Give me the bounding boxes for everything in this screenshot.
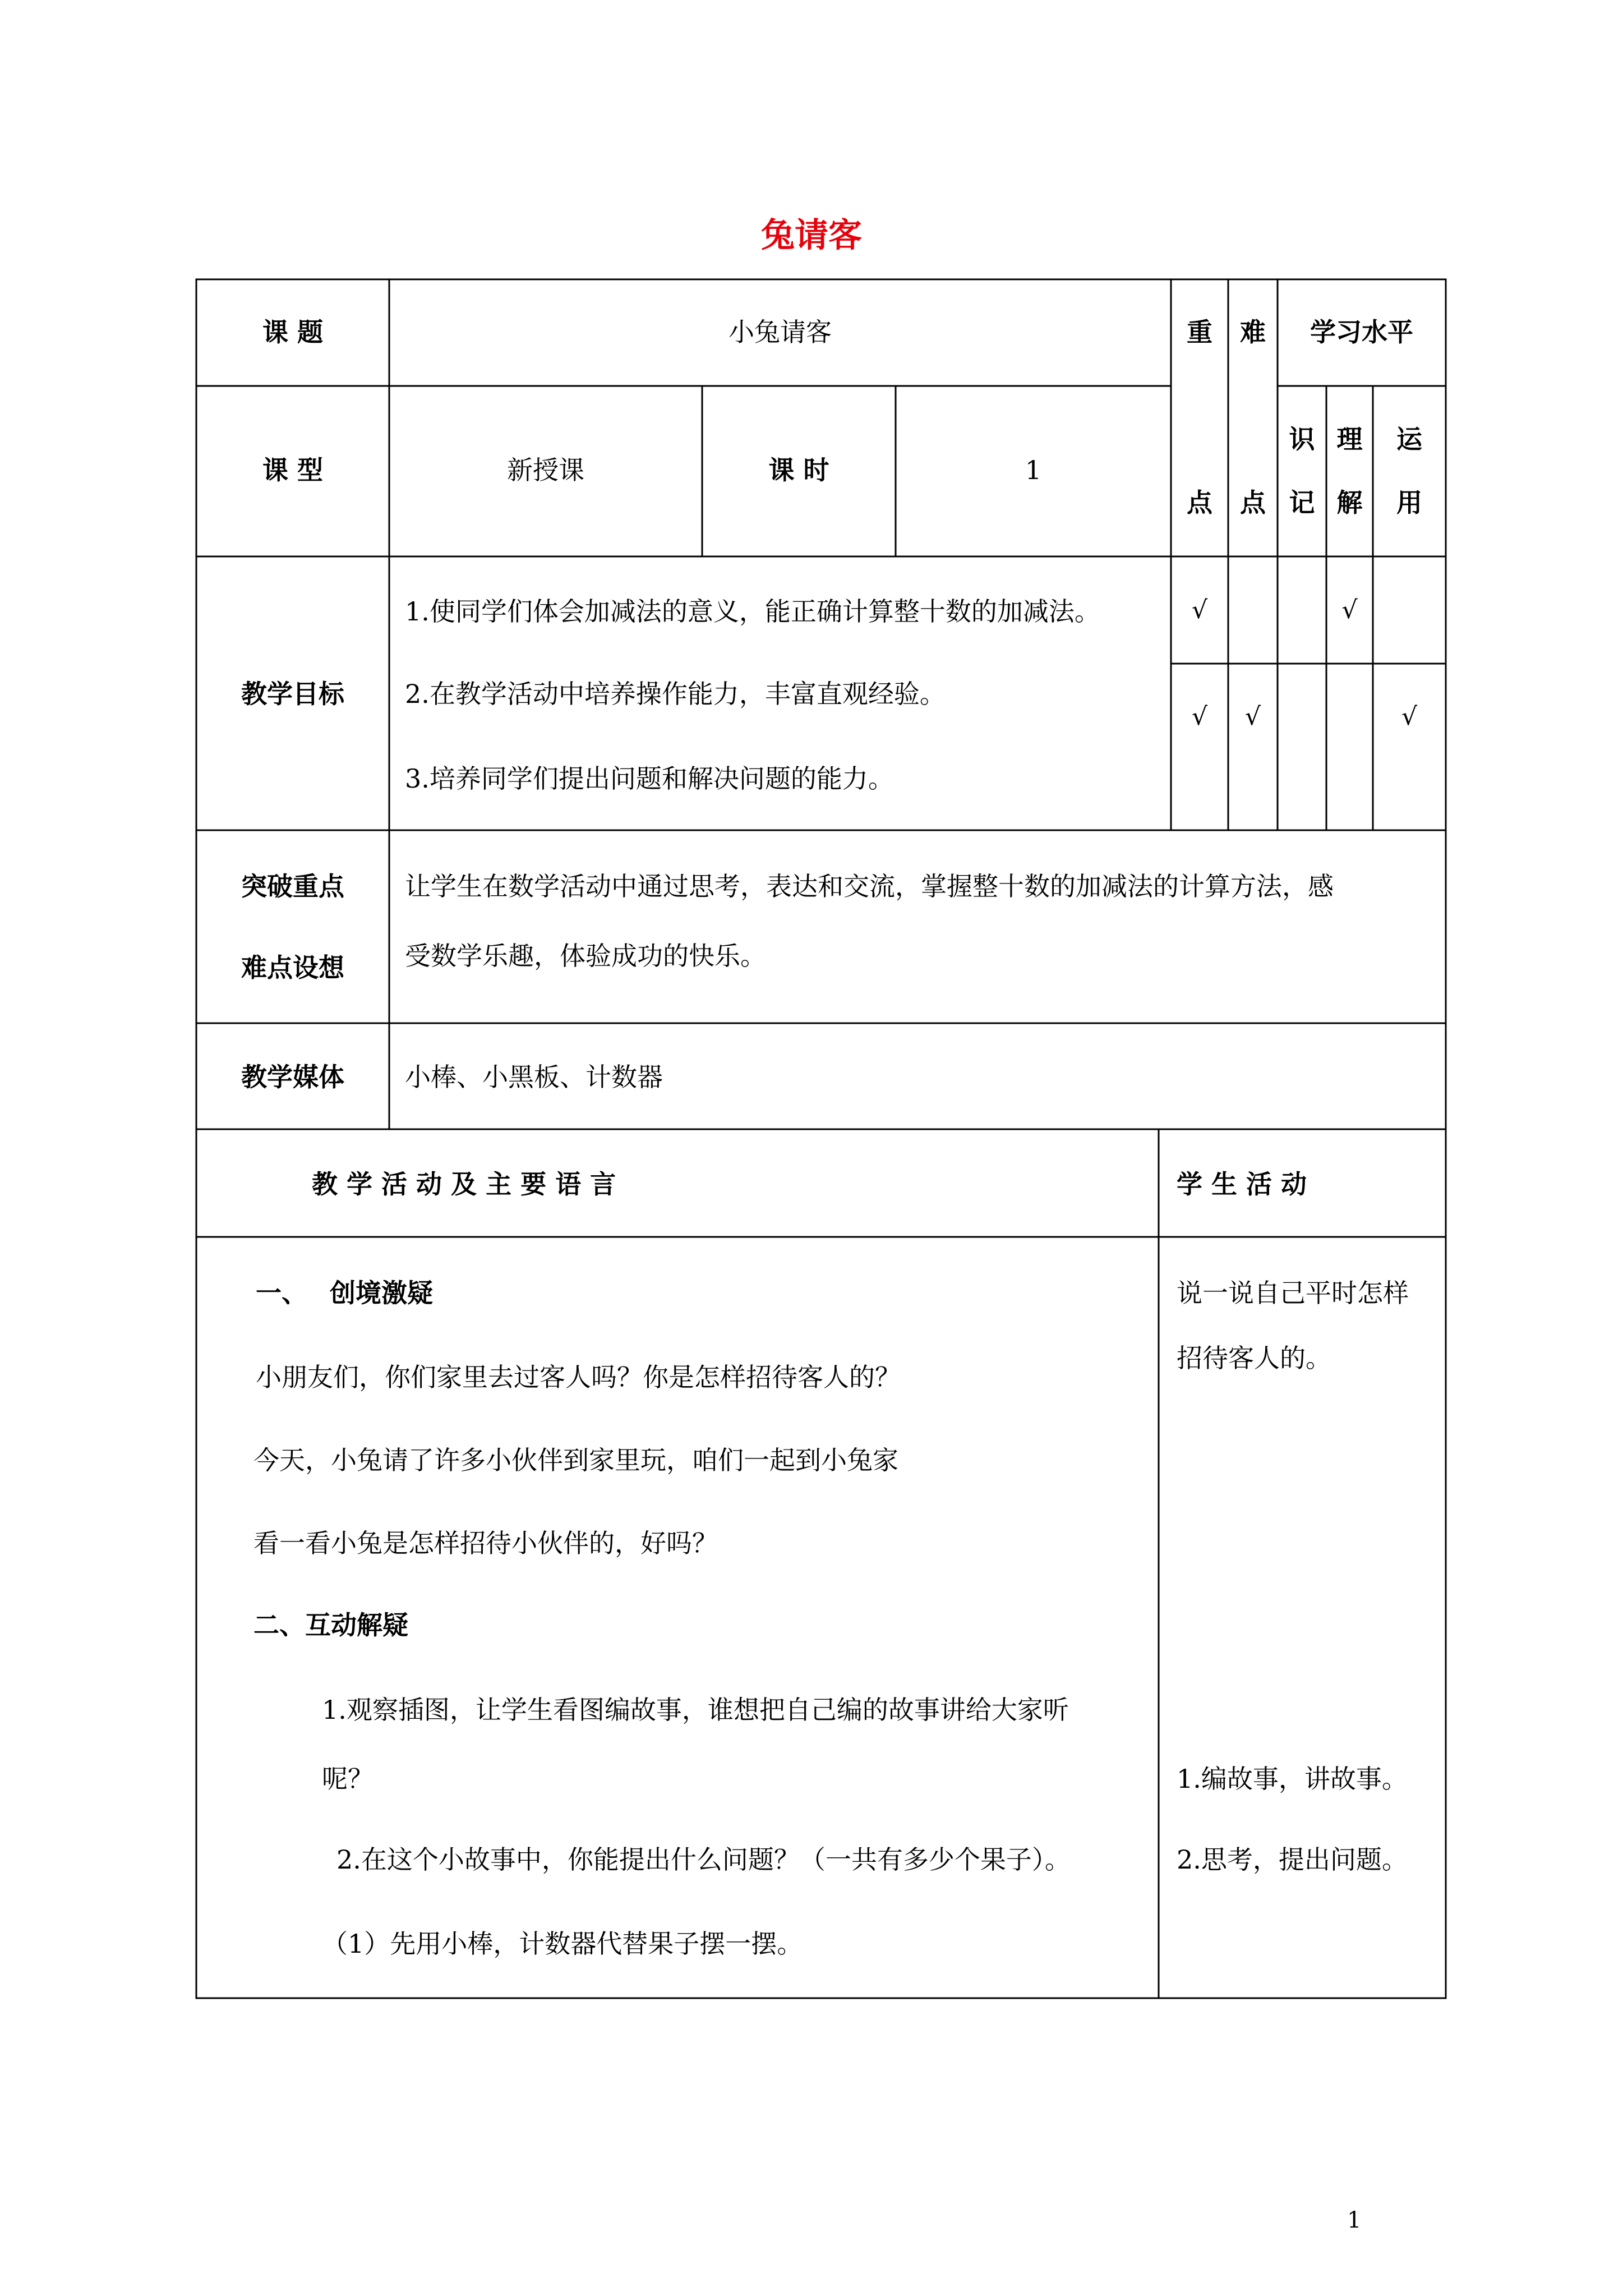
activity-item: 1.观察插图，让学生看图编故事，谁想把自己编的故事讲给大家听 bbox=[322, 1695, 1069, 1725]
page-number: 1 bbox=[1347, 2207, 1362, 2233]
level-apply-char1: 运 bbox=[1396, 424, 1422, 454]
topic-value: 小兔请客 bbox=[728, 317, 832, 347]
breakthrough-text-line2: 受数学乐趣，体验成功的快乐。 bbox=[405, 941, 766, 971]
topic-label: 课 题 bbox=[262, 317, 323, 347]
check-mark: √ bbox=[1341, 596, 1358, 624]
section1-title: 创境激疑 bbox=[330, 1278, 433, 1308]
activity-paragraph: 小朋友们，你们家里去过客人吗？你是怎样招待客人的？ bbox=[256, 1362, 901, 1392]
student-activity-line: 2.思考，提出问题。 bbox=[1177, 1844, 1408, 1875]
breakthrough-label-line2: 难点设想 bbox=[241, 953, 344, 983]
document-title: 兔请客 bbox=[761, 216, 862, 255]
breakthrough-label-line1: 突破重点 bbox=[241, 871, 344, 901]
student-activities-header: 学 生 活 动 bbox=[1177, 1169, 1307, 1199]
section2-title: 二、互动解疑 bbox=[253, 1610, 408, 1640]
type-value: 新授课 bbox=[507, 455, 584, 485]
check-mark: √ bbox=[1401, 702, 1418, 731]
key-point-header-char2: 点 bbox=[1187, 487, 1212, 518]
check-mark: √ bbox=[1191, 702, 1208, 731]
hours-label: 课 时 bbox=[768, 455, 829, 485]
activities-header: 教 学 活 动 及 主 要 语 言 bbox=[312, 1169, 616, 1199]
media-value: 小棒、小黑板、计数器 bbox=[405, 1062, 663, 1092]
activity-item-continued: 呢？ bbox=[322, 1764, 374, 1794]
level-understand-char2: 解 bbox=[1336, 487, 1363, 518]
activity-paragraph: 今天，小兔请了许多小伙伴到家里玩，咱们一起到小兔家 bbox=[253, 1445, 898, 1475]
student-activity-line: 说一说自己平时怎样 bbox=[1177, 1278, 1409, 1308]
media-label: 教学媒体 bbox=[241, 1062, 344, 1092]
difficulty-header-char1: 难 bbox=[1240, 317, 1266, 347]
objectives-label: 教学目标 bbox=[241, 679, 344, 709]
objective-item: 3.培养同学们提出问题和解决问题的能力。 bbox=[405, 763, 894, 794]
activity-item: （1）先用小棒，计数器代替果子摆一摆。 bbox=[322, 1929, 803, 1959]
level-apply-char2: 用 bbox=[1396, 487, 1422, 518]
section1-number: 一、 bbox=[256, 1278, 307, 1308]
hours-value: 1 bbox=[1025, 455, 1042, 485]
activity-item: 2.在这个小故事中，你能提出什么问题？（一共有多少个果子）。 bbox=[336, 1844, 1071, 1875]
key-point-header-char1: 重 bbox=[1187, 317, 1212, 347]
check-mark: √ bbox=[1244, 702, 1261, 731]
level-recall-char1: 识 bbox=[1289, 424, 1315, 454]
type-label: 课 型 bbox=[262, 455, 323, 485]
objective-item: 2.在教学活动中培养操作能力，丰富直观经验。 bbox=[405, 679, 946, 709]
breakthrough-text-line1: 让学生在数学活动中通过思考，表达和交流，掌握整十数的加减法的计算方法，感 bbox=[405, 871, 1334, 901]
difficulty-header-char2: 点 bbox=[1240, 487, 1266, 518]
check-mark: √ bbox=[1191, 596, 1208, 624]
student-activity-line: 招待客人的。 bbox=[1177, 1343, 1331, 1373]
student-activity-line: 1.编故事，讲故事。 bbox=[1177, 1764, 1408, 1794]
objective-item: 1.使同学们体会加减法的意义，能正确计算整十数的加减法。 bbox=[405, 596, 1100, 627]
level-recall-char2: 记 bbox=[1289, 487, 1315, 518]
activity-paragraph: 看一看小兔是怎样招待小伙伴的，好吗？ bbox=[253, 1528, 718, 1558]
learning-level-header: 学习水平 bbox=[1310, 317, 1413, 347]
level-understand-char1: 理 bbox=[1336, 424, 1363, 454]
